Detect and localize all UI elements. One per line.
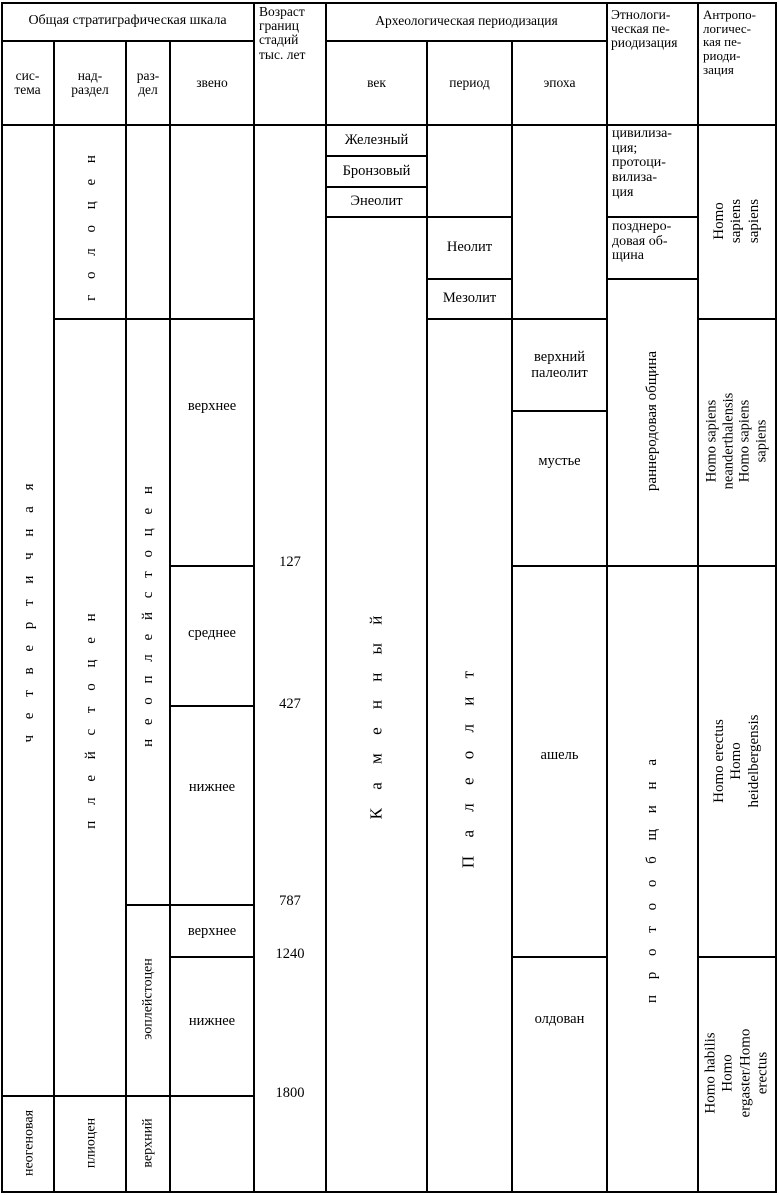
row-line-epoch-2: [511, 410, 608, 412]
epoch-oldowan: олдован: [534, 1011, 585, 1028]
table-border-left: [1, 2, 3, 1192]
subheader-section: раз- дел: [136, 67, 160, 97]
age-427: 427: [279, 696, 301, 713]
subheader-system: сис- тема: [14, 67, 41, 97]
table-border-right: [775, 2, 777, 1192]
row-line-holocene-pleistocene: [53, 318, 255, 320]
col-line-ethno: [697, 2, 699, 1192]
age-787: 787: [279, 893, 301, 910]
col-line-system: [53, 40, 55, 1192]
col-line-supersection: [125, 40, 127, 1192]
century-stone: К а м е н н ы й: [366, 608, 386, 820]
ethno-civilization: цивилиза- ция; протоци- вилиза- ция: [612, 126, 672, 200]
supersection-holocene: г о л о ц е н: [82, 149, 99, 301]
subheader-period: период: [449, 74, 490, 90]
row-line-link-eoupper-eolower: [169, 956, 255, 958]
section-upper: верхний: [140, 1118, 156, 1168]
link-upper: верхнее: [187, 398, 237, 415]
ethno-protocommunity: п р о т о о б щ и н а: [643, 753, 660, 1003]
century-eneolithic: Энеолит: [350, 193, 403, 210]
row-line-anthro-2: [697, 565, 777, 567]
subheader-epoch: эпоха: [543, 74, 576, 90]
century-bronze: Бронзовый: [342, 162, 411, 179]
period-paleolithic: П а л е о л и т: [458, 663, 478, 869]
subheader-link: звено: [196, 74, 228, 90]
section-neopleistocene: н е о п л е й с т о ц е н: [139, 481, 156, 747]
ethno-early-clan: раннеродовая община: [643, 350, 660, 492]
row-line-anthro-1: [697, 318, 777, 320]
anthro-habilis: Homo habilis Homo ergaster/Homo erectus: [702, 1028, 771, 1118]
row-line-anthro-3: [697, 956, 777, 958]
age-127: 127: [279, 554, 301, 571]
col-line-link: [253, 2, 255, 1192]
row-line-ethno-2: [606, 278, 699, 280]
row-line-ethno-3: [606, 565, 699, 567]
row-line-link-lower-eoupper: [169, 904, 255, 906]
row-line-neogene: [1, 1095, 255, 1097]
table-border-bottom: [1, 1191, 777, 1193]
row-line-link-middle-lower: [169, 705, 255, 707]
epoch-upper-paleolithic: верхний палеолит: [531, 349, 588, 381]
section-eopleistocene: эоплейстоцен: [140, 958, 156, 1040]
age-1800: 1800: [275, 1085, 305, 1102]
header-age: Возраст границ стадий тыс. лет: [259, 4, 306, 62]
col-line-century: [426, 40, 428, 1192]
anthro-neanderthal: Homo sapiens neanderthalensis Homo sapiens sapiens: [703, 392, 770, 490]
row-line-ethno-1: [606, 216, 699, 218]
ethno-late-clan: позднеро- довая об- щина: [612, 219, 672, 264]
system-neogene: неогеновая: [21, 1109, 37, 1177]
epoch-mousterian: мустье: [538, 453, 581, 470]
link-middle: среднее: [188, 625, 236, 642]
row-line-century-3: [325, 216, 428, 218]
link-eo-lower: нижнее: [188, 1013, 236, 1030]
supersection-pleistocene: п л е й с т о ц е н: [82, 607, 99, 829]
period-mesolithic: Мезолит: [442, 290, 497, 307]
header-archaeo: Археологическая периодизация: [375, 13, 558, 29]
row-line-neo-eo: [125, 904, 171, 906]
row-line-epoch-3: [511, 565, 608, 567]
header-ethno: Этнологи- ческая пе- риодизация: [611, 7, 678, 51]
header-anthro: Антропо- логичес- кая пе- риоди- зация: [703, 7, 756, 77]
header-strat-scale: Общая стратиграфическая шкала: [28, 13, 227, 29]
age-1240: 1240: [275, 946, 305, 963]
link-lower: нижнее: [188, 779, 236, 796]
link-eo-upper: верхнее: [187, 923, 237, 940]
row-line-epoch-1: [511, 318, 608, 320]
epoch-acheulean: ашель: [540, 747, 579, 764]
row-line-period-3: [426, 318, 513, 320]
anthro-sapiens: Homo sapiens sapiens: [711, 198, 762, 244]
row-line-link-upper-middle: [169, 565, 255, 567]
row-line-epoch-4: [511, 956, 608, 958]
century-iron: Железный: [344, 132, 409, 149]
period-neolithic: Неолит: [446, 239, 493, 256]
anthro-erectus: Homo erectus Homo heidelbergensis: [711, 714, 762, 808]
subheader-supersection: над- раздел: [71, 67, 109, 97]
subheader-age-century: век: [367, 74, 386, 90]
system-quaternary: ч е т в е р т и ч н а я: [20, 477, 37, 743]
supersection-pliocene: плиоцен: [83, 1117, 99, 1169]
